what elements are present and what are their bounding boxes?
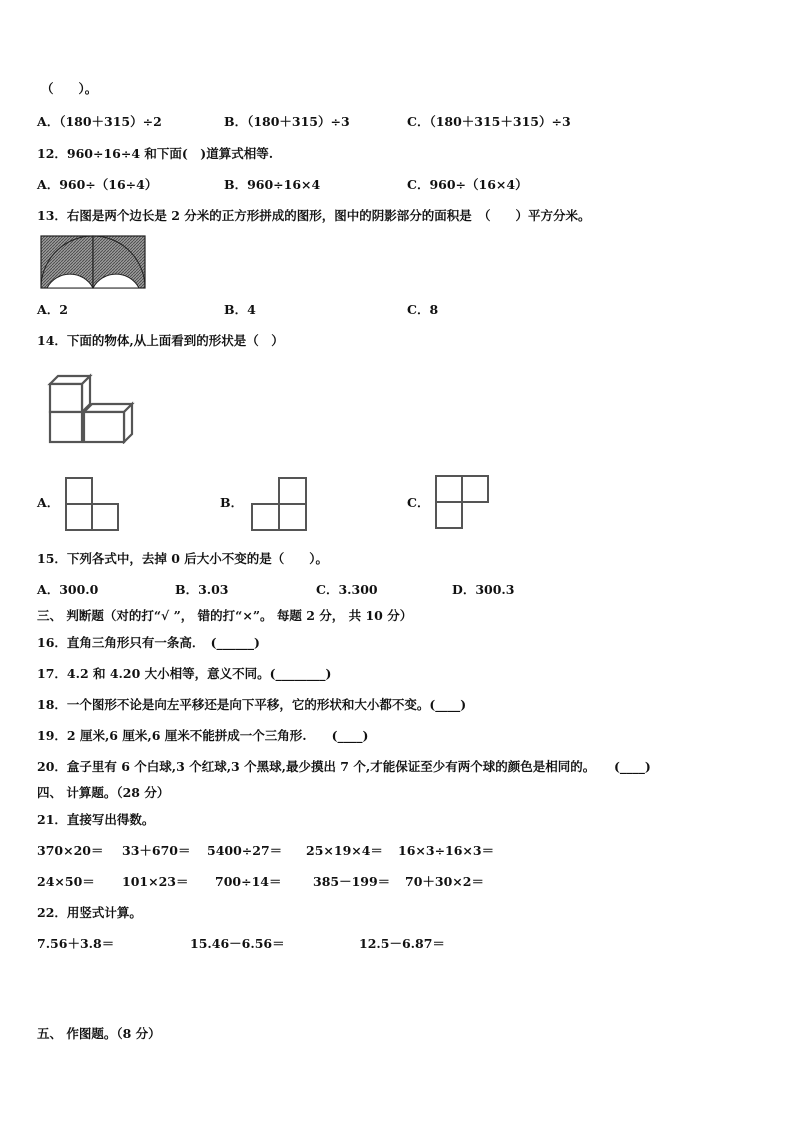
- q13-option-c: C．8: [407, 302, 439, 317]
- q15-option-a: A．300.0: [37, 582, 99, 597]
- q14-option-a-label: A．: [37, 495, 60, 510]
- q11-option-b: B．（180＋315）÷3: [224, 114, 350, 129]
- q21-r2-c1: 24×50＝: [37, 874, 95, 889]
- q15-option-b: B．3.03: [175, 582, 229, 597]
- q18-line: 18．一个图形不论是向左平移还是向下平移，它的形状和大小都不变。(____): [37, 697, 467, 712]
- q21-r1-c3: 5400÷27＝: [207, 843, 283, 858]
- q22-stem: 22．用竖式计算。: [37, 905, 142, 920]
- q14-option-b-label: B．: [220, 495, 244, 510]
- q13-stem: 13．右图是两个边长是 2 分米的正方形拼成的图形，图中的阴影部分的面积是 （ ）平方分米。: [37, 208, 591, 223]
- q11-option-c: C．（180＋315＋315）÷3: [407, 114, 571, 129]
- q21-r2-c2: 101×23＝: [122, 874, 189, 889]
- q21-r2-c4: 385－199＝: [313, 874, 391, 889]
- q22-item-2: 15.46－6.56＝: [190, 936, 285, 951]
- q12-option-c: C．960÷（16×4）: [407, 177, 528, 192]
- q19-line: 19．2 厘米,6 厘米,6 厘米不能拼成一个三角形. (____): [37, 728, 369, 743]
- q14-stem: 14．下面的物体,从上面看到的形状是（ ）: [37, 333, 284, 348]
- q21-r1-c1: 370×20＝: [37, 843, 104, 858]
- q21-r2-c5: 70＋30×2＝: [405, 874, 484, 889]
- q11-option-a: A．（180＋315）÷2: [37, 114, 162, 129]
- q21-r1-c4: 25×19×4＝: [306, 843, 383, 858]
- section-5-heading: 五、 作图题。（8 分）: [37, 1026, 161, 1041]
- section-4-heading: 四、 计算题。（28 分）: [37, 785, 170, 800]
- q12-stem: 12．960÷16÷4 和下面( )道算式相等.: [37, 146, 274, 161]
- q12-option-a: A．960÷（16÷4）: [37, 177, 158, 192]
- q15-stem: 15．下列各式中，去掉 0 后大小不变的是（ ）。: [37, 551, 329, 566]
- q14-option-c-shape: [434, 474, 490, 530]
- q17-line: 17．4.2 和 4.20 大小相等，意义不同。(________): [37, 666, 332, 681]
- q14-option-c-label: C．: [407, 495, 430, 510]
- q14-option-a-shape: [64, 476, 120, 532]
- q20-line: 20．盒子里有 6 个白球,3 个红球,3 个黑球,最少摸出 7 个,才能保证至少有两个球的颜色是相同的。 (____): [37, 759, 651, 774]
- q15-option-c: C．3.300: [316, 582, 378, 597]
- section-3-heading: 三、 判断题（对的打“√ ”， 错的打“×”。 每题 2 分， 共 10 分）: [37, 608, 413, 623]
- q13-option-a: A．2: [37, 302, 68, 317]
- q21-r1-c2: 33＋670＝: [122, 843, 191, 858]
- q15-option-d: D．300.3: [452, 582, 515, 597]
- q22-item-3: 12.5－6.87＝: [359, 936, 445, 951]
- q21-r1-c5: 16×3÷16×3＝: [398, 843, 495, 858]
- q14-cube-stack-figure: [46, 372, 136, 444]
- q22-item-1: 7.56＋3.8＝: [37, 936, 115, 951]
- q16-line: 16．直角三角形只有一条高． (______): [37, 635, 260, 650]
- q21-stem: 21．直接写出得数。: [37, 812, 155, 827]
- q14-option-b-shape: [250, 476, 308, 532]
- q12-option-b: B．960÷16×4: [224, 177, 321, 192]
- q21-r2-c3: 700÷14＝: [215, 874, 282, 889]
- q13-option-b: B．4: [224, 302, 256, 317]
- q11-paren-line: （ ）。: [41, 81, 98, 96]
- q13-shaded-squares-figure: [40, 235, 146, 289]
